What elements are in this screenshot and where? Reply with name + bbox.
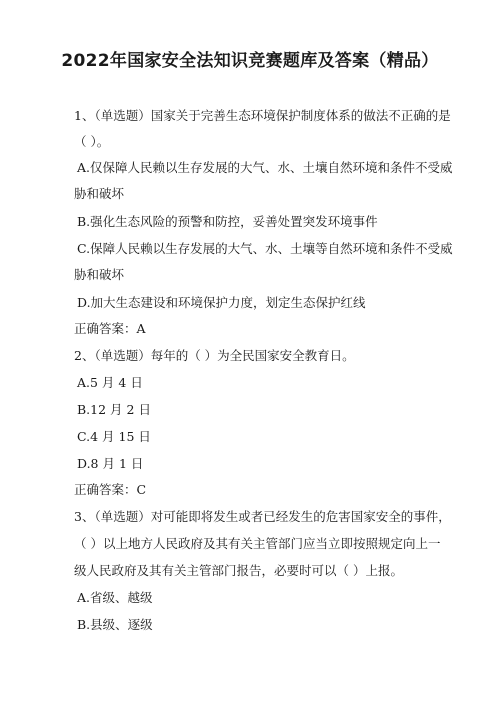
question-3-stem: 3、（单选题）对可能即将发生或者已经发生的危害国家安全的事件，	[74, 509, 451, 524]
question-2-answer: 正确答案：C	[74, 482, 147, 497]
question-1-answer: 正确答案：A	[74, 321, 146, 336]
question-1-stem-cont: （ ）。	[74, 134, 110, 149]
question-3-option-a: A.省级、越级	[77, 590, 153, 605]
question-1-option-a-cont: 胁和破坏	[74, 186, 125, 201]
question-3-option-b: B.县级、逐级	[77, 617, 153, 632]
document-title: 2022年国家安全法知识竞赛题库及答案（精品）	[61, 51, 439, 71]
question-1-option-a: A.仅保障人民赖以生存发展的大气、水、土壤自然环境和条件不受威	[77, 160, 453, 175]
question-2-option-b: B.12 月 2 日	[77, 402, 151, 417]
question-1-option-d: D.加大生态建设和环境保护力度，划定生态保护红线	[77, 295, 366, 310]
question-2-option-c: C.4 月 15 日	[77, 429, 151, 444]
question-1-option-c-cont: 胁和破坏	[74, 267, 125, 282]
question-2-option-a: A.5 月 4 日	[77, 375, 143, 390]
question-2-stem: 2、（单选题）每年的（ ）为全民国家安全教育日。	[74, 348, 355, 363]
question-1-option-b: B.强化生态风险的预警和防控，妥善处置突发环境事件	[77, 214, 378, 229]
question-3-stem-cont: （ ）以上地方人民政府及其有关主管部门应当立即按照规定向上一	[74, 536, 441, 551]
question-3-stem-cont-2: 级人民政府及其有关主管部门报告，必要时可以（ ）上报。	[74, 563, 403, 578]
question-1-option-c: C.保障人民赖以生存发展的大气、水、土壤等自然环境和条件不受威	[77, 241, 453, 256]
question-2-option-d: D.8 月 1 日	[77, 456, 144, 471]
question-1-stem: 1、（单选题）国家关于完善生态环境保护制度体系的做法不正确的是	[74, 108, 451, 123]
